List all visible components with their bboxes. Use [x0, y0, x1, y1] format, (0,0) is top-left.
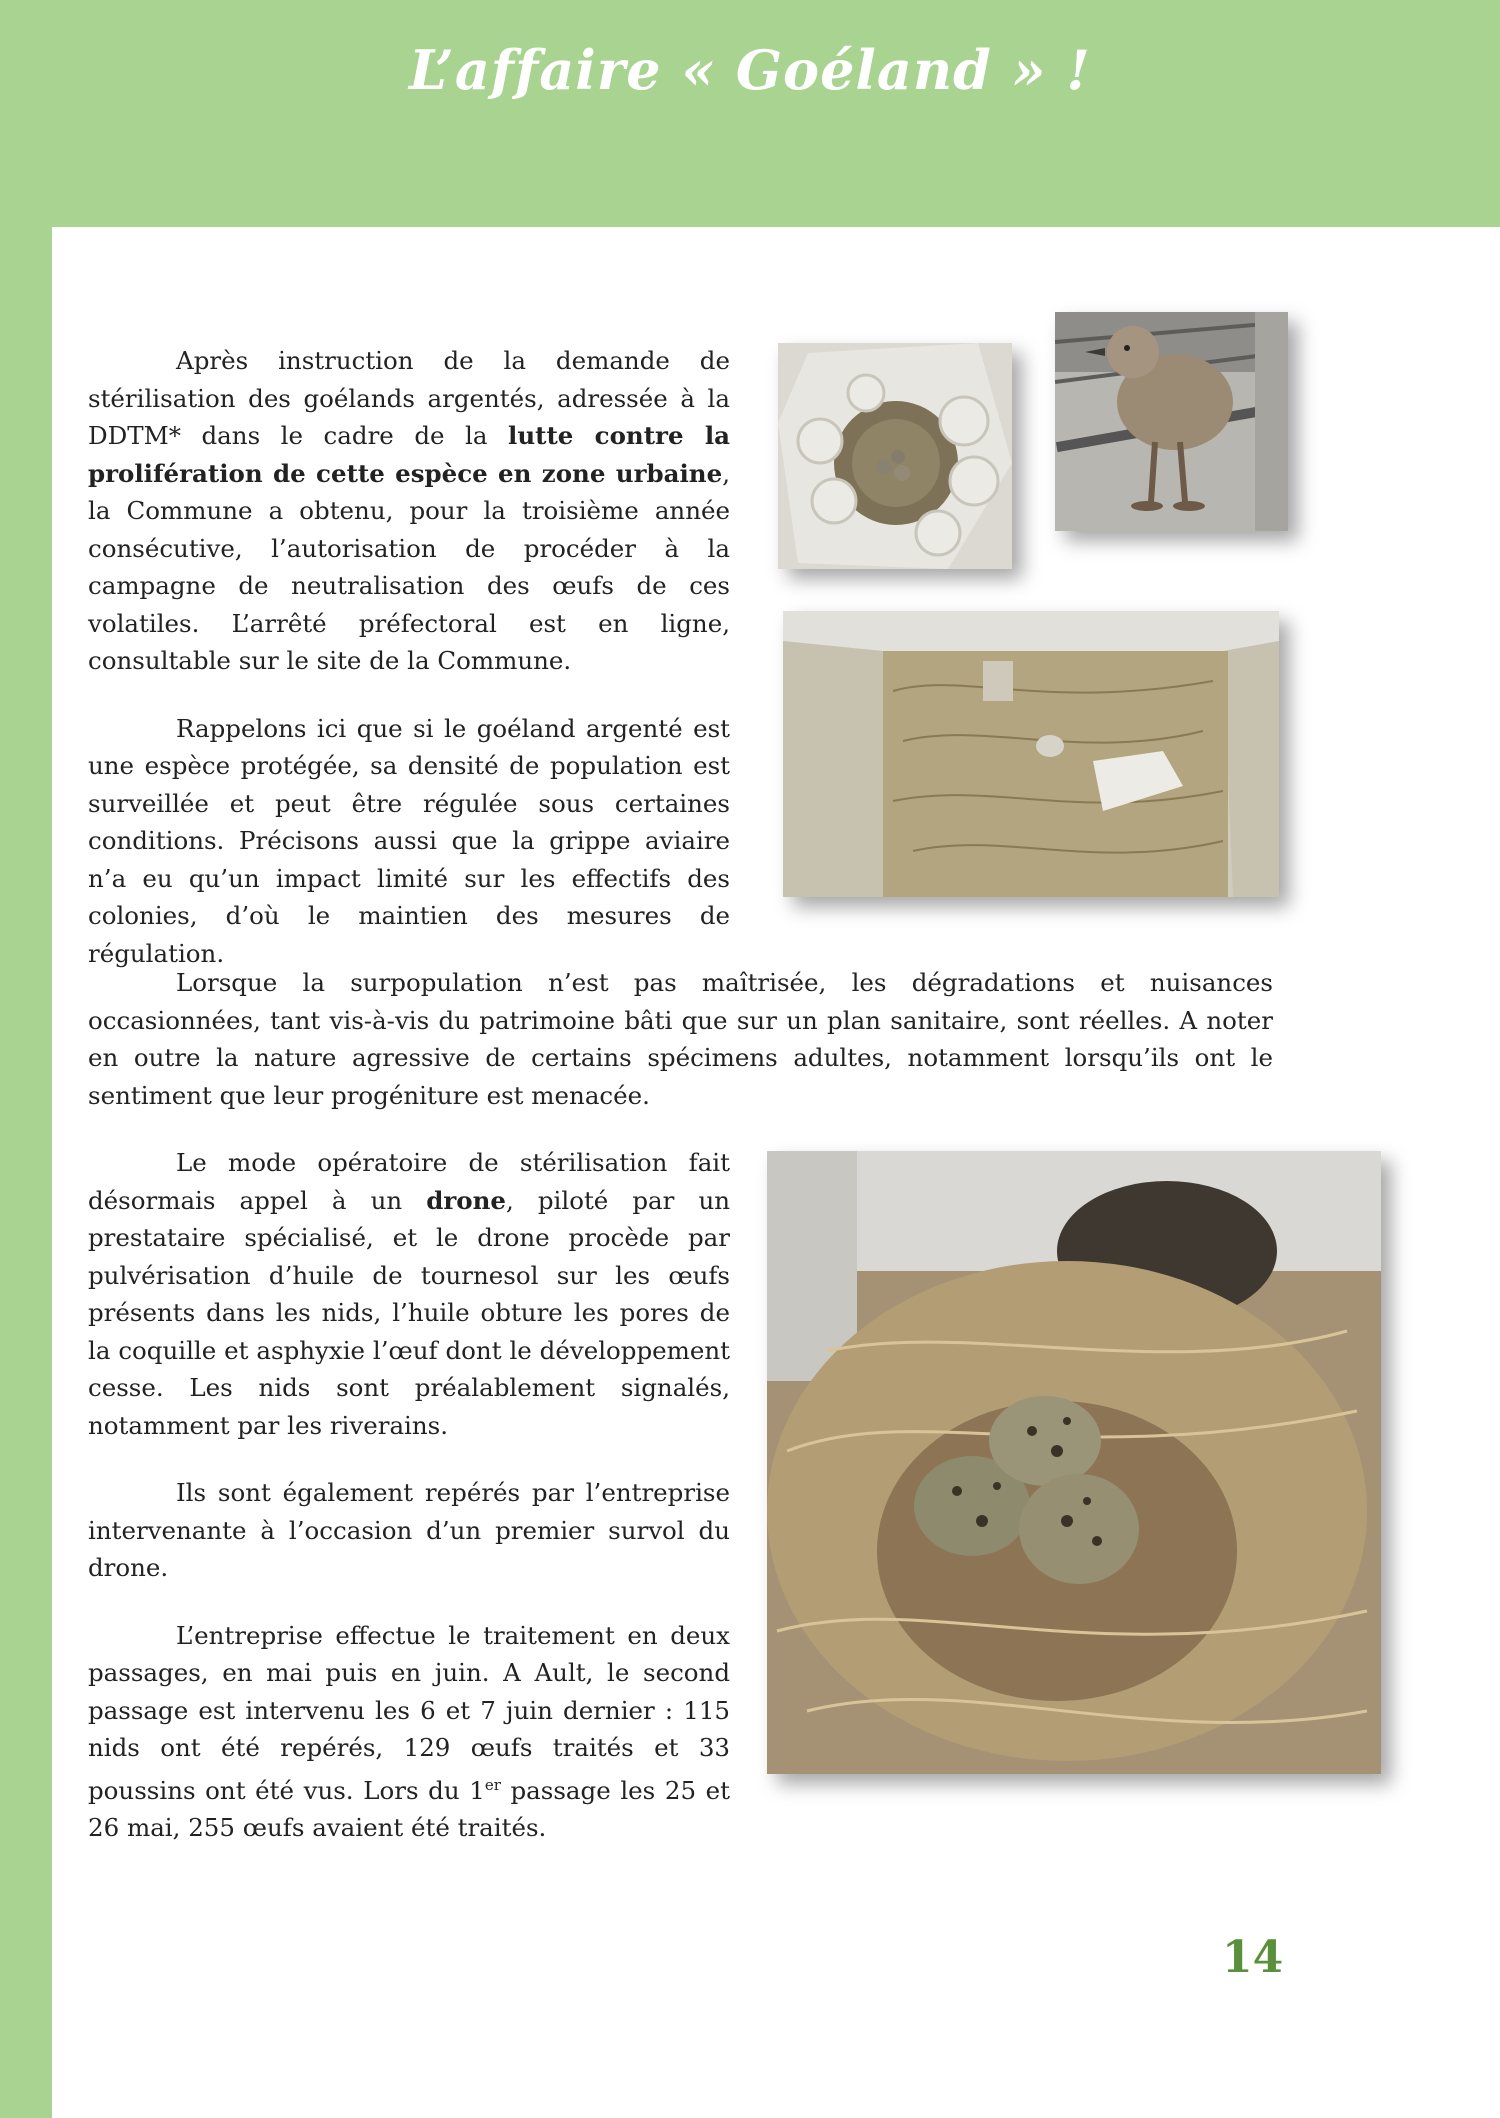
page-header [0, 0, 1500, 227]
paragraph-1: Après instruction de la demande de stérilisation des goélands argentés, adressée à la DDTM* dans le cadre de la lutte contre la prolifération de cette espèce en zone urbaine, la Commune a obtenu, pour la troisième année consécutive, l’autorisation de procéder à la campagne de neutralisation des œufs de ces volatiles. L’arrêté préfectoral est en ligne, consultable sur le site de la Commune. [88, 346, 731, 675]
paragraph-2: Rappelons ici que si le goéland argenté est une espèce protégée, sa densité de population est surveillée et peut être régulée sous certaines conditions. Précisons aussi que la grippe aviaire n’a eu qu’un impact limité sur les effectifs des colonies, d’où le maintien des mesures de régulation. [88, 713, 730, 968]
photo-nest-box [783, 611, 1279, 897]
article-middle [88, 964, 1273, 1114]
paragraph-5: Ils sont également repérés par l’entreprise intervenante à l’occasion d’un premier survol du drone. [88, 1478, 730, 1582]
photo-chick [1055, 312, 1288, 531]
photo-nest-roof [778, 343, 1012, 569]
article-intro [88, 342, 730, 972]
paragraph-4: Le mode opératoire de stérilisation fait désormais appel à un drone, piloté par un prestataire spécialisé, et le drone procède par pulvérisation d’huile de tournesol sur les œufs présents dans les nids, l’huile obture les pores de la coquille et asphyxie l’œuf dont le développement cesse. Les nids sont préalablement signalés, notamment par les riverains. [88, 1148, 730, 1440]
page-title: L’affaire « Goéland » ! [409, 38, 1091, 102]
bold-phrase: lutte contre la prolifération de cette espèce en zone urbaine [88, 421, 731, 488]
paragraph-6: L’entreprise effectue le traitement en deux passages, en mai puis en juin. A Ault, le second passage est intervenu les 6 et 7 juin dernier : 115 nids ont été repérés, 129 œufs traités et 33 poussins ont été vus. Lors du 1er passage les 25 et 26 mai, 255 œufs avaient été traités. [88, 1620, 730, 1843]
page-number: 14 [1222, 1932, 1284, 1983]
article-lower [88, 1144, 730, 1847]
paragraph-3: Lorsque la surpopulation n’est pas maîtrisée, les dégradations et nuisances occasionnées, tant vis-à-vis du patrimoine bâti que sur un plan sanitaire, sont réelles. A noter en outre la nature agressive de certains spécimens adultes, notamment lorsqu’ils ont le sentiment que leur progéniture est menacée. [88, 968, 1273, 1110]
bold-drone: drone [426, 1185, 506, 1215]
photo-nest-eggs [767, 1151, 1381, 1774]
